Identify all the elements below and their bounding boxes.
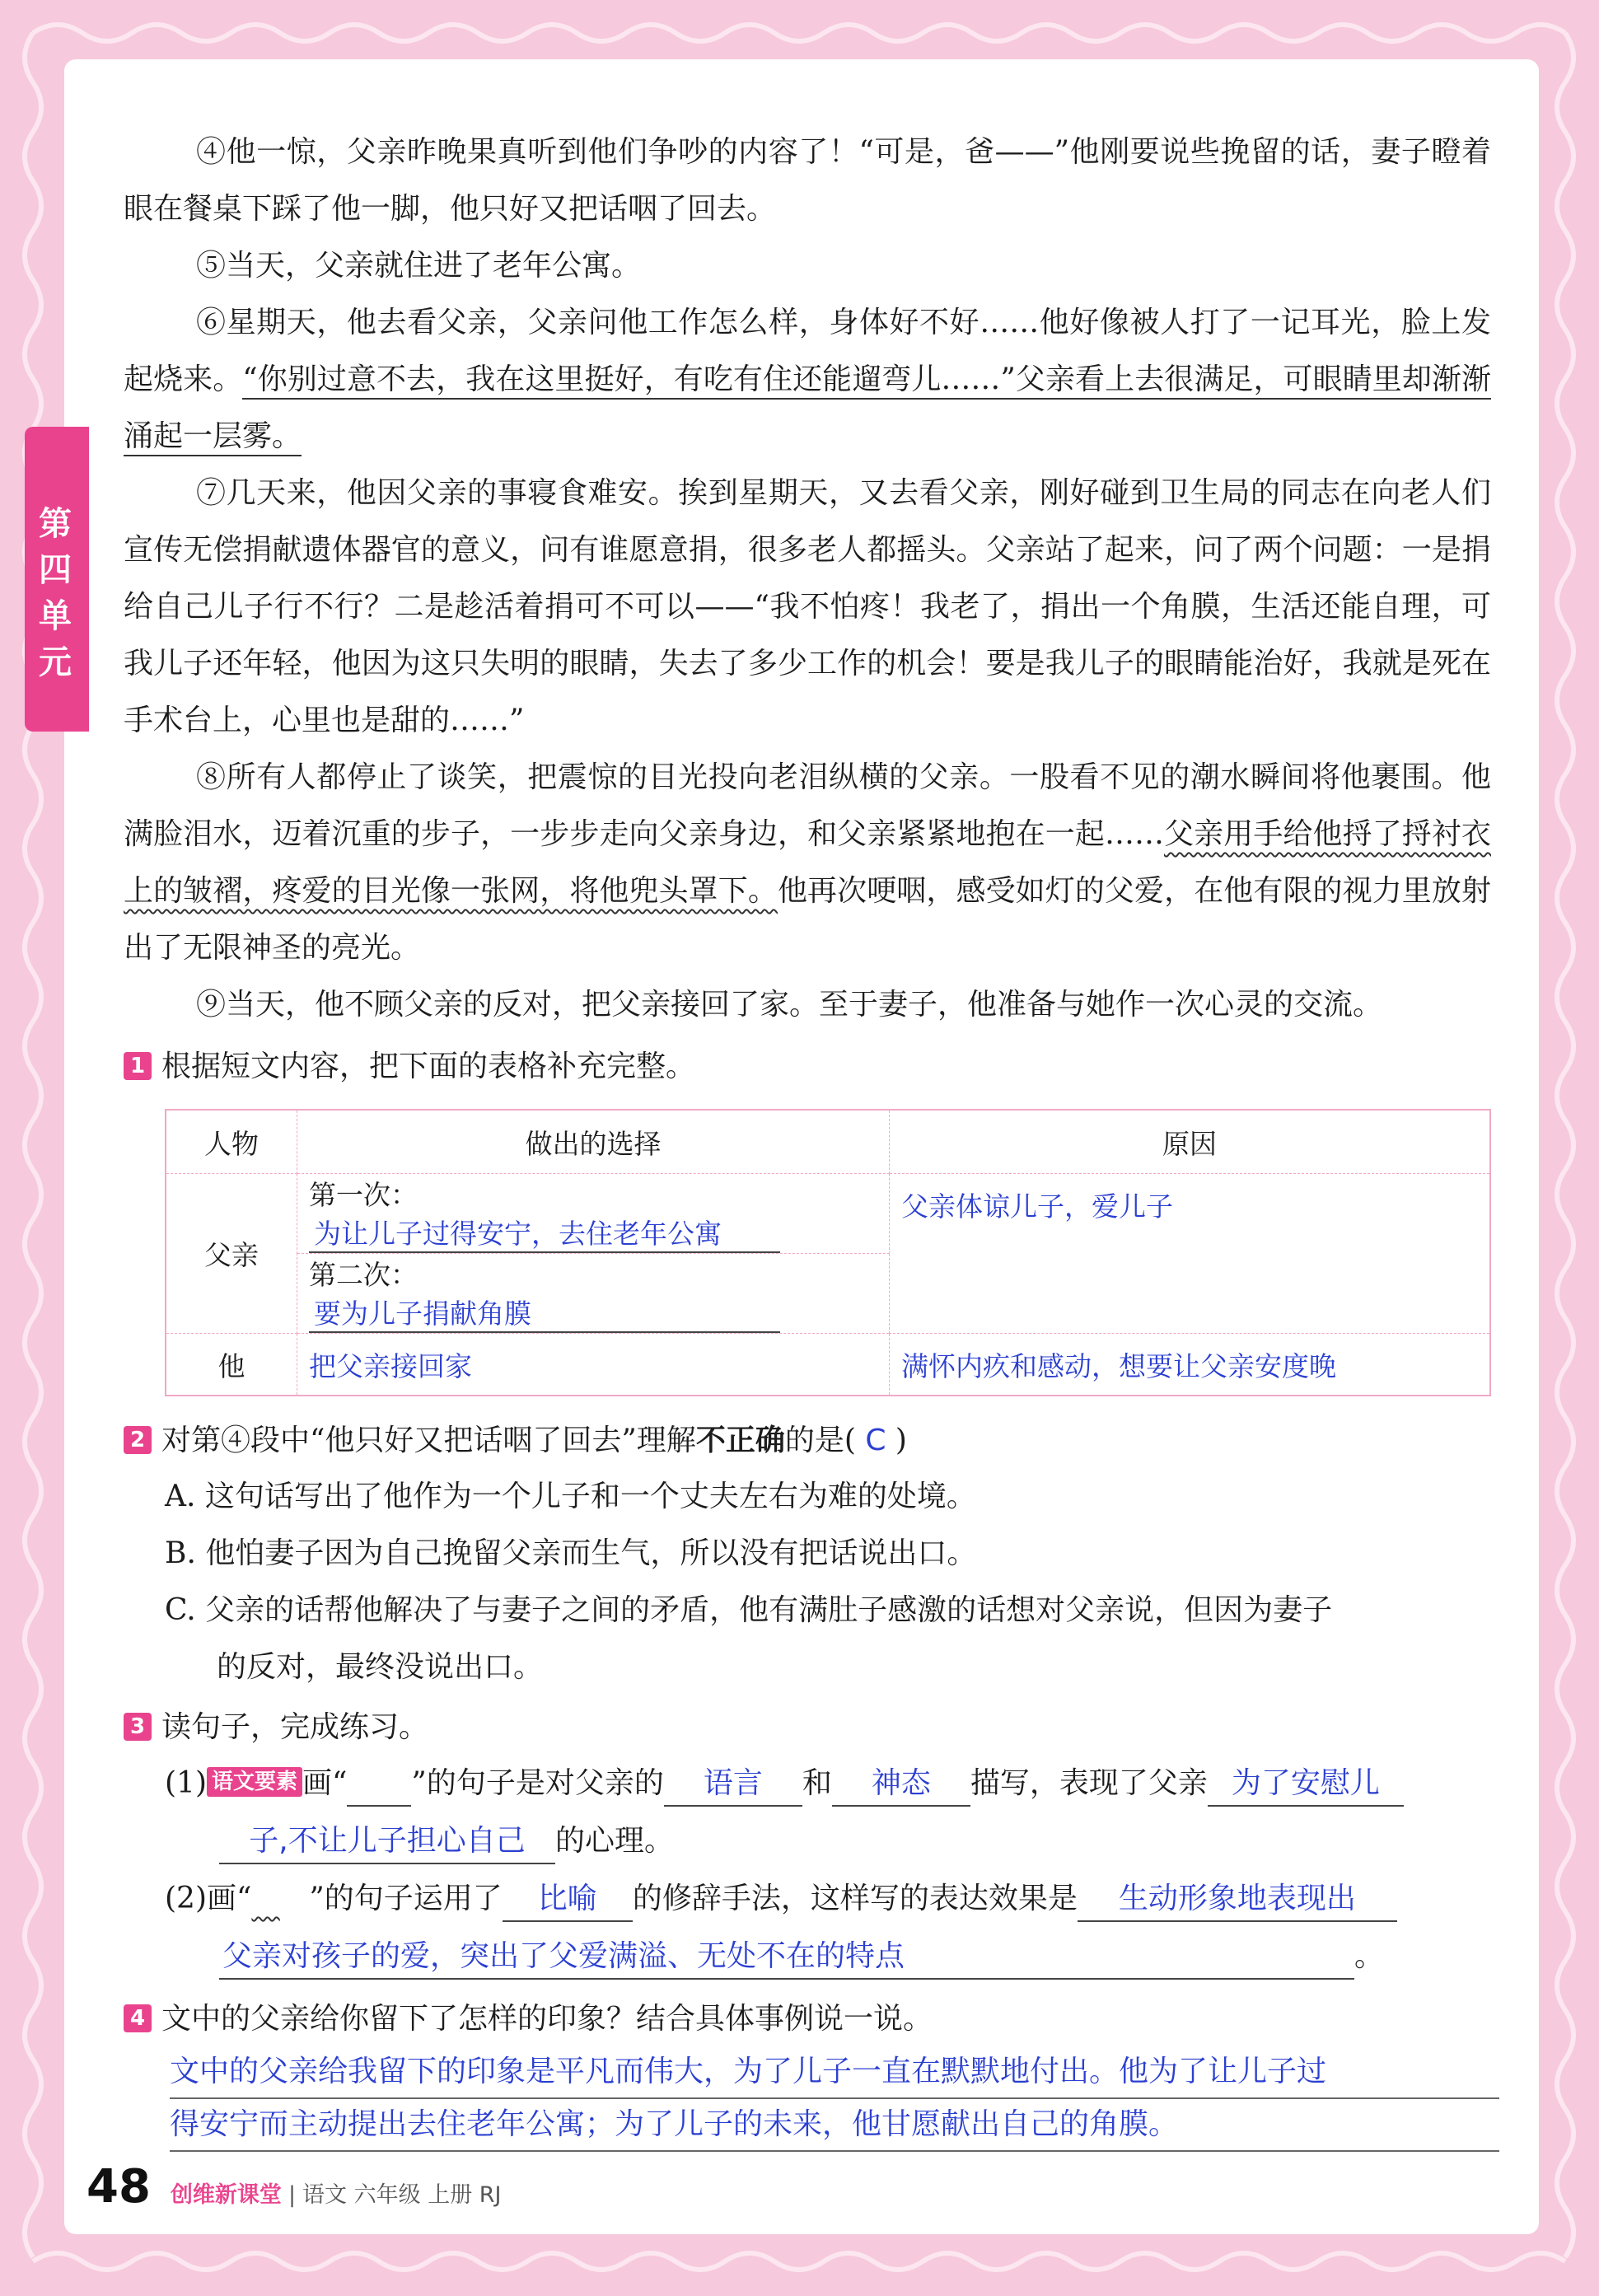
- question-2-prompt-c: ): [895, 1424, 907, 1457]
- subquestion-1-number: (1): [165, 1766, 207, 1800]
- s1-text-e: 的心理。: [555, 1824, 675, 1858]
- book-info: 语文 六年级 上册 RJ: [302, 2182, 502, 2208]
- s2-text-c: 的修辞手法，这样写的表达效果是: [632, 1882, 1078, 1915]
- cell-father-reason[interactable]: [890, 1174, 1491, 1334]
- option-b[interactable]: B. 他怕妻子因为自己挽留父亲而生气，所以没有把话说出口。: [165, 1536, 977, 1570]
- question-4-answer-line-1[interactable]: 文中的父亲给我留下的印象是平凡而伟大，为了儿子一直在默默地付出。他为了让儿子过: [170, 2046, 1499, 2099]
- question-2-answer[interactable]: C: [865, 1424, 886, 1457]
- page-number: 48: [86, 2160, 151, 2214]
- question-4-prompt: 文中的父亲给你留下了怎样的印象？结合具体事例说一说。: [161, 2002, 933, 2036]
- header-reason: 原因: [890, 1110, 1491, 1174]
- header-person: 人物: [166, 1110, 297, 1174]
- table-header-row: [166, 1110, 1490, 1174]
- paragraph-6: [124, 294, 1491, 465]
- option-c-continued: 的反对，最终没说出口。: [217, 1650, 544, 1684]
- cell-father: 父亲: [166, 1174, 297, 1334]
- question-1: [124, 1040, 1491, 1094]
- question-2-number: 2: [124, 1426, 152, 1454]
- paragraph-6-straight-underlined: “你别过意不去，我在这里挺好，有吃有住还能遛弯儿……”父亲看上去很满足，可眼睛里却渐渐涌起一层雾。: [124, 362, 1491, 456]
- straight-line-sample: [347, 1762, 411, 1807]
- question-3-prompt: 读句子，完成练习。: [161, 1710, 429, 1744]
- first-choice-answer[interactable]: 为让儿子过得安宁，去住老年公寓: [309, 1213, 780, 1253]
- s1-blank-1[interactable]: 语言: [664, 1762, 802, 1807]
- question-1-number: 1: [124, 1052, 152, 1080]
- s1-text-c: 和: [802, 1766, 832, 1800]
- s2-end: 。: [1354, 1939, 1385, 1973]
- brand-name: 创维新课堂: [170, 2182, 282, 2208]
- question-2-prompt-a: 对第④段中“他只好又把话咽了回去”理解: [161, 1424, 696, 1457]
- he-choice-answer[interactable]: 把父亲接回家: [309, 1349, 472, 1382]
- question-4: [124, 1992, 1491, 2046]
- s1-blank-3b[interactable]: 子,不让儿子担心自己: [219, 1820, 555, 1864]
- s1-blank-3a[interactable]: 为了安慰儿: [1208, 1762, 1404, 1807]
- paragraph-4: ④他一惊，父亲昨晚果真听到他们争吵的内容了！“可是，爸——”他刚要说些挽留的话，妻子瞪着眼在餐桌下踩了他一脚，他只好又把话咽了回去。: [124, 135, 1491, 226]
- cell-he-reason[interactable]: [890, 1334, 1491, 1396]
- subquestion-2-number: (2): [165, 1882, 207, 1915]
- question-3-number: 3: [124, 1713, 152, 1741]
- paragraph-8-text-a: ⑧所有人都停止了谈笑，把震惊的目光投向老泪纵横的父亲。一股看不见的潮水瞬间将他裹围。他满脸泪水，迈着沉重的步子，一步步走向父亲身边，和父亲紧紧地抱在一起……: [124, 760, 1491, 851]
- subquestion-2-continued: [124, 1928, 1491, 1985]
- s1-text-b: ”的句子是对父亲的: [411, 1766, 664, 1800]
- subquestion-2: [124, 1870, 1491, 1928]
- header-choice: 做出的选择: [297, 1110, 890, 1174]
- s1-text-a: 画“: [302, 1766, 348, 1800]
- language-element-tag: 语文要素: [207, 1767, 302, 1797]
- subquestion-1: [124, 1755, 1491, 1812]
- paragraph-5: ⑤当天，父亲就住进了老年公寓。: [196, 249, 642, 283]
- second-choice-label: 第二次：: [309, 1259, 418, 1291]
- s1-text-d: 描写，表现了父亲: [970, 1766, 1208, 1800]
- s2-text-b: ”的句子运用了: [309, 1882, 503, 1915]
- page-footer: [86, 2160, 502, 2218]
- option-c[interactable]: C. 父亲的话帮他解决了与妻子之间的矛盾，他有满肚子感激的话想对父亲说，但因为妻子: [165, 1593, 1333, 1627]
- subquestion-1-continued: [124, 1812, 1491, 1870]
- question-4-number: 4: [124, 2004, 152, 2032]
- paragraph-8: [124, 749, 1491, 976]
- footer-separator: |: [288, 2182, 297, 2208]
- question-1-prompt: 根据短文内容，把下面的表格补充完整。: [161, 1050, 696, 1083]
- cell-he-choice[interactable]: [297, 1334, 890, 1396]
- first-choice-label: 第一次：: [309, 1179, 418, 1211]
- table-row: [166, 1334, 1490, 1396]
- father-reason-answer[interactable]: 父亲体谅儿子，爱儿子: [901, 1190, 1173, 1223]
- question-2: [124, 1413, 1491, 1468]
- s2-text-a: 画“: [207, 1882, 252, 1915]
- cell-second-choice[interactable]: [297, 1254, 890, 1334]
- worksheet-content: [124, 124, 1491, 2152]
- question-4-answer-line-2[interactable]: 得安宁而主动提出去住老年公寓；为了儿子的未来，他甘愿献出自己的角膜。: [170, 2099, 1499, 2152]
- option-a[interactable]: A. 这句话写出了他作为一个儿子和一个丈夫左右为难的处境。: [165, 1480, 976, 1513]
- s2-blank-2b[interactable]: 父亲对孩子的爱，突出了父爱满溢、无处不在的特点: [219, 1935, 1354, 1980]
- unit-tab: 第四单元: [25, 427, 89, 732]
- answer-table: [165, 1109, 1491, 1396]
- s2-blank-2a[interactable]: 生动形象地表现出: [1078, 1877, 1397, 1922]
- question-3: [124, 1700, 1491, 1755]
- cell-he: 他: [166, 1334, 297, 1396]
- paragraph-7: ⑦几天来，他因父亲的事寝食难安。挨到星期天，又去看父亲，刚好碰到卫生局的同志在向老人们宣传无偿捐献遗体器官的意义，问有谁愿意捐，很多老人都摇头。父亲站了起来，问了两个问题：一是捐给自己儿子行不行？二是趁活着捐可不可以——“我不怕疼！我老了，捐出一个角膜，生活还能自理，可我儿子还年轻，他因为这只失明的眼睛，失去了多少工作的机会！要是我儿子的眼睛能治好，我就是死在手术台上，心里也是甜的……”: [124, 476, 1491, 737]
- cell-first-choice[interactable]: [297, 1174, 890, 1254]
- table-row: [166, 1174, 1490, 1254]
- s2-blank-1[interactable]: 比喻: [503, 1877, 633, 1922]
- wavy-line-sample: [251, 1870, 309, 1928]
- paragraph-9: ⑨当天，他不顾父亲的反对，把父亲接回了家。至于妻子，他准备与她作一次心灵的交流。: [196, 988, 1383, 1022]
- second-choice-answer[interactable]: 要为儿子捐献角膜: [309, 1293, 780, 1333]
- paragraph-6-text: ⑥星期天，他去看父亲，父亲问他工作怎么样，身体好不好……他好像被人打了一记耳光，脸上发起烧来。: [124, 306, 1491, 396]
- question-2-prompt-bold: 不正确: [695, 1423, 785, 1457]
- s1-blank-2[interactable]: 神态: [832, 1762, 970, 1807]
- paragraph-8-wavy-underlined: 父亲用手给他捋了捋衬衣上的皱褶，疼爱的目光像一张网，将他兜头罩下。: [124, 817, 1491, 908]
- paragraph-8-text-c: 他再次哽咽，感受如灯的父爱，在他有限的视力里放射出了无限神圣的亮光。: [124, 874, 1491, 965]
- he-reason-answer[interactable]: 满怀内疚和感动，想要让父亲安度晚: [901, 1349, 1336, 1382]
- question-2-prompt-b: 的是(: [784, 1424, 856, 1457]
